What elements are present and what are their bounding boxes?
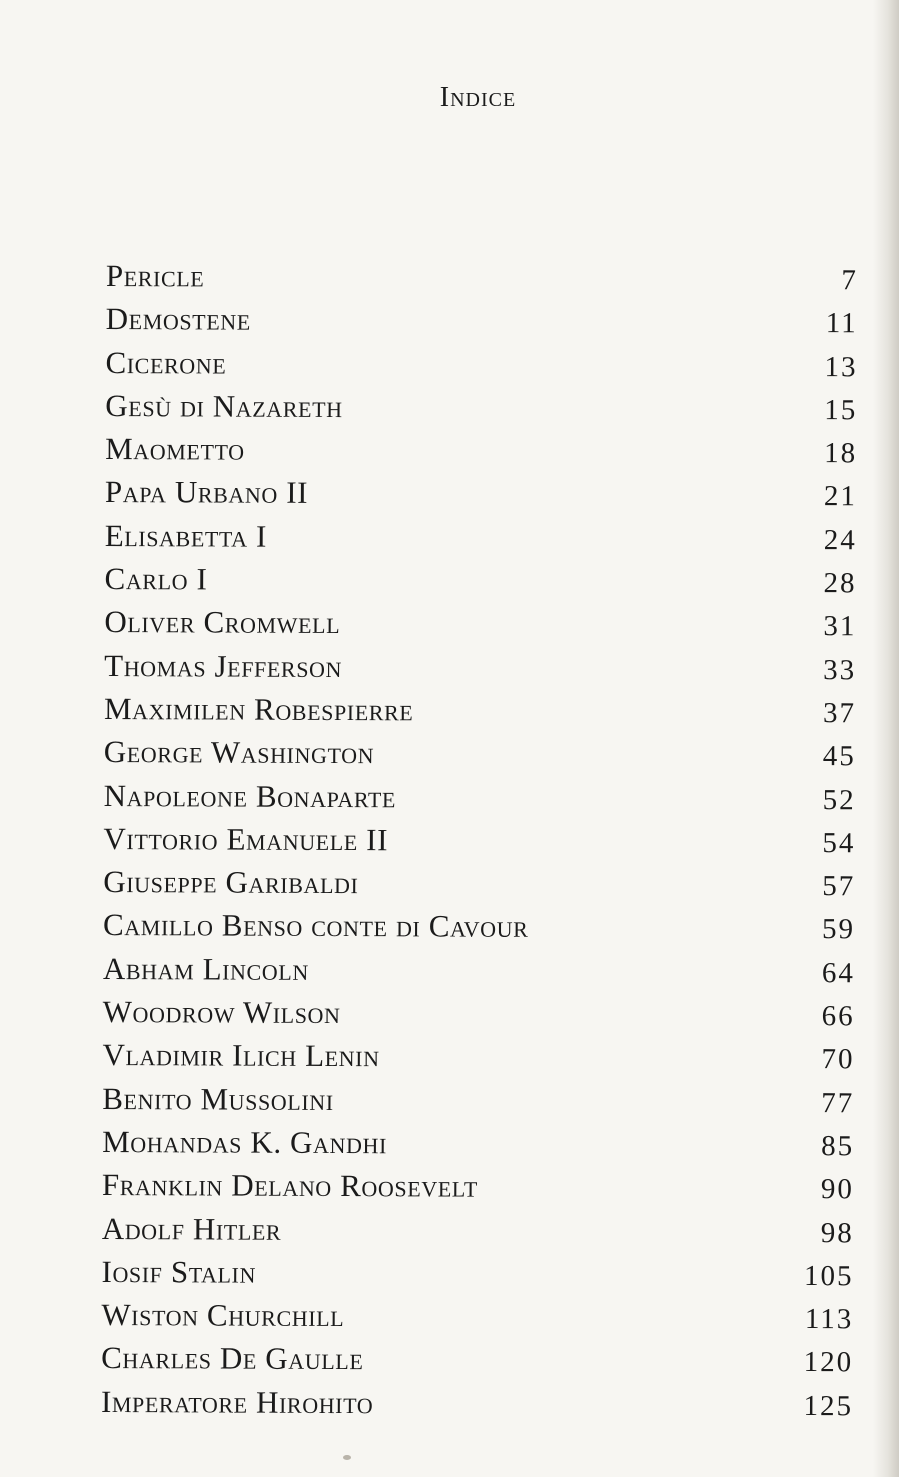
toc-entry[interactable] <box>105 427 857 474</box>
page-edge-shadow <box>873 0 899 1477</box>
toc-entry-name: Wiston Churchill <box>101 1297 345 1334</box>
toc-entry[interactable] <box>101 1380 853 1427</box>
toc-entry-page: 113 <box>804 1303 854 1336</box>
toc-entry-page: 66 <box>821 1000 855 1033</box>
toc-entry[interactable] <box>103 860 855 907</box>
toc-entry-page: 70 <box>821 1043 855 1076</box>
toc-entry-page: 11 <box>825 307 858 340</box>
toc-entry-page: 120 <box>803 1346 854 1379</box>
toc-entry-name: George Washington <box>103 734 375 771</box>
toc-entry-page: 57 <box>822 870 856 903</box>
toc-entry[interactable] <box>106 254 858 301</box>
toc-entry[interactable] <box>101 1336 853 1383</box>
toc-entry-name: Camillo Benso conte di Cavour <box>102 907 529 945</box>
toc-entry-name: Maometto <box>105 431 245 467</box>
toc-entry[interactable] <box>104 730 856 777</box>
toc-entry[interactable] <box>102 1033 854 1080</box>
toc-entry[interactable] <box>104 774 856 821</box>
toc-entry-name: Elisabetta I <box>104 517 268 554</box>
toc-entry-name: Vladimir Ilich Lenin <box>102 1037 380 1074</box>
toc-entry[interactable] <box>103 947 855 994</box>
toc-entry-page: 15 <box>824 394 858 427</box>
toc-entry-name: Napoleone Bonaparte <box>103 777 397 814</box>
toc-entry[interactable] <box>102 1163 854 1210</box>
toc-entry-page: 90 <box>820 1173 854 1206</box>
toc-entry-name: Mohandas K. Gandhi <box>102 1123 388 1161</box>
toc-entry-name: Thomas Jefferson <box>104 647 343 684</box>
toc-entry[interactable] <box>104 600 856 647</box>
toc-entry-page: 85 <box>821 1130 855 1163</box>
toc-entry-page: 45 <box>822 740 856 773</box>
toc-entry-page: 33 <box>823 653 857 686</box>
table-of-contents <box>101 254 858 1426</box>
page-title: Indice <box>439 82 517 113</box>
toc-entry-page: 105 <box>803 1259 854 1293</box>
toc-entry-page: 37 <box>822 697 857 730</box>
toc-entry[interactable] <box>101 1250 853 1297</box>
toc-entry-page: 59 <box>821 913 856 946</box>
toc-entry[interactable] <box>102 1120 854 1167</box>
toc-entry-name: Papa Urbano II <box>104 474 309 511</box>
toc-entry-name: Cicerone <box>105 344 227 381</box>
toc-entry-page: 64 <box>821 956 855 990</box>
toc-entry[interactable] <box>103 817 855 864</box>
toc-entry-page: 24 <box>823 523 857 557</box>
toc-entry-page: 13 <box>824 350 858 383</box>
toc-entry[interactable] <box>105 514 857 561</box>
toc-entry-page: 7 <box>841 264 858 297</box>
toc-entry-name: Franklin Delano Roosevelt <box>101 1167 478 1204</box>
toc-entry-name: Pericle <box>105 257 205 294</box>
toc-entry-page: 18 <box>824 437 858 470</box>
toc-entry-name: Vittorio Emanuele II <box>103 820 389 858</box>
toc-entry-page: 28 <box>823 567 857 600</box>
toc-entry-page: 54 <box>822 826 856 860</box>
toc-entry[interactable] <box>103 990 855 1037</box>
toc-entry[interactable] <box>105 470 857 517</box>
toc-entry-page: 52 <box>822 783 856 816</box>
toc-entry[interactable] <box>103 903 855 950</box>
toc-entry-name: Gesù di Nazareth <box>105 387 343 424</box>
toc-entry-name: Carlo I <box>104 561 208 597</box>
toc-entry-name: Giuseppe Garibaldi <box>103 864 359 901</box>
toc-entry-name: Charles De Gaulle <box>101 1340 364 1377</box>
toc-entry[interactable] <box>104 687 856 734</box>
toc-entry-page: 77 <box>821 1086 855 1119</box>
toc-entry-name: Iosif Stalin <box>101 1253 257 1290</box>
toc-entry-name: Maximilen Robespierre <box>103 690 414 728</box>
toc-entry-name: Demostene <box>105 301 251 337</box>
toc-entry-page: 125 <box>803 1389 854 1422</box>
toc-entry-page: 31 <box>823 610 857 643</box>
toc-entry-page: 21 <box>823 480 858 513</box>
toc-entry[interactable] <box>102 1077 854 1124</box>
toc-entry[interactable] <box>104 644 856 691</box>
toc-entry-page: 98 <box>820 1216 854 1249</box>
toc-entry-name: Benito Mussolini <box>102 1080 334 1117</box>
toc-entry[interactable] <box>104 557 856 604</box>
toc-entry-name: Imperatore Hirohito <box>100 1383 374 1420</box>
toc-entry[interactable] <box>102 1207 854 1254</box>
toc-entry[interactable] <box>105 384 857 431</box>
toc-entry-name: Adolf Hitler <box>101 1210 282 1247</box>
toc-entry[interactable] <box>106 297 858 344</box>
toc-entry-name: Woodrow Wilson <box>102 994 341 1031</box>
toc-entry[interactable] <box>101 1293 853 1340</box>
toc-entry[interactable] <box>105 341 857 388</box>
toc-entry-name: Oliver Cromwell <box>104 604 341 641</box>
paper-speck <box>343 1455 351 1460</box>
toc-entry-name: Abham Lincoln <box>102 950 309 987</box>
